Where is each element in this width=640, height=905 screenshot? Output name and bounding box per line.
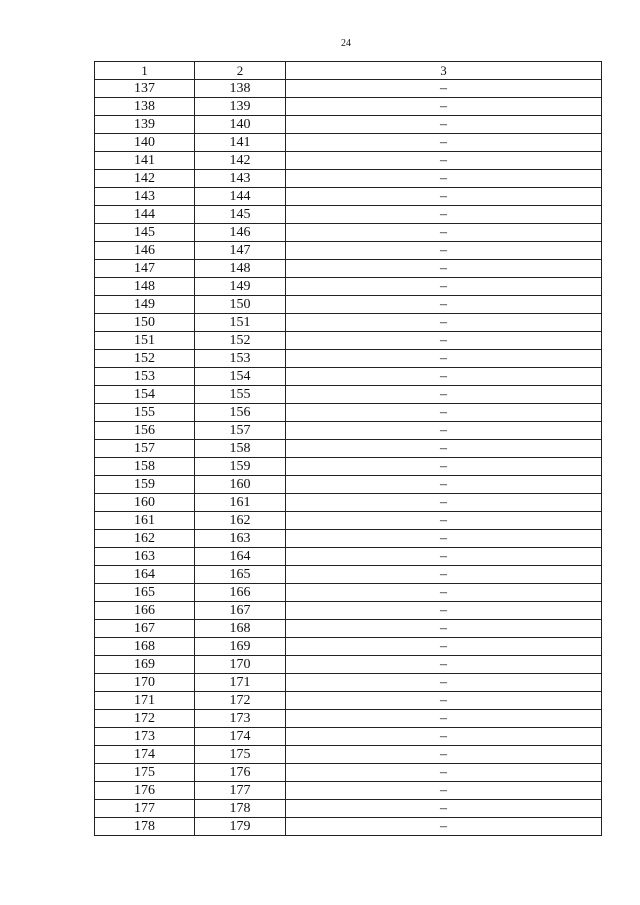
table-cell-col3: – <box>286 818 602 836</box>
table-row <box>95 764 602 782</box>
table-row <box>95 440 602 458</box>
table-cell-col1: 148 <box>95 278 195 296</box>
table-cell-col3: – <box>286 440 602 458</box>
table-cell-col3: – <box>286 782 602 800</box>
table-cell-col3: – <box>286 476 602 494</box>
table-cell-col2: 175 <box>195 746 286 764</box>
table-cell-col3: – <box>286 332 602 350</box>
table-cell-col1: 177 <box>95 800 195 818</box>
table-cell-col3: – <box>286 746 602 764</box>
table-cell-col2: 174 <box>195 728 286 746</box>
table-row <box>95 206 602 224</box>
table-row <box>95 278 602 296</box>
table-cell-col1: 176 <box>95 782 195 800</box>
table-row <box>95 188 602 206</box>
table-row <box>95 800 602 818</box>
table-cell-col1: 169 <box>95 656 195 674</box>
table-cell-col3: – <box>286 494 602 512</box>
table-row <box>95 494 602 512</box>
table-cell-col2: 140 <box>195 116 286 134</box>
table-cell-col1: 146 <box>95 242 195 260</box>
table-cell-col2: 179 <box>195 818 286 836</box>
table-cell-col3: – <box>286 278 602 296</box>
table-cell-col3: – <box>286 728 602 746</box>
table-cell-col3: – <box>286 242 602 260</box>
table-cell-col3: – <box>286 224 602 242</box>
table-cell-col2: 158 <box>195 440 286 458</box>
table-cell-col3: – <box>286 548 602 566</box>
table-cell-col3: – <box>286 512 602 530</box>
data-table <box>94 61 602 836</box>
table-row <box>95 728 602 746</box>
table-cell-col1: 139 <box>95 116 195 134</box>
table-cell-col3: – <box>286 134 602 152</box>
table-row <box>95 314 602 332</box>
table-cell-col2: 148 <box>195 260 286 278</box>
table-cell-col3: – <box>286 170 602 188</box>
table-cell-col1: 156 <box>95 422 195 440</box>
table-row <box>95 170 602 188</box>
table-cell-col3: – <box>286 116 602 134</box>
table-cell-col2: 169 <box>195 638 286 656</box>
table-cell-col2: 177 <box>195 782 286 800</box>
table-cell-col3: – <box>286 692 602 710</box>
table-cell-col1: 171 <box>95 692 195 710</box>
table-cell-col2: 146 <box>195 224 286 242</box>
table-cell-col2: 159 <box>195 458 286 476</box>
table-row <box>95 386 602 404</box>
column-header-2: 2 <box>195 62 286 80</box>
table-cell-col2: 143 <box>195 170 286 188</box>
table-row <box>95 656 602 674</box>
table-cell-col2: 156 <box>195 404 286 422</box>
table-cell-col2: 155 <box>195 386 286 404</box>
table-cell-col2: 160 <box>195 476 286 494</box>
table-cell-col1: 160 <box>95 494 195 512</box>
table-cell-col1: 158 <box>95 458 195 476</box>
table-cell-col1: 152 <box>95 350 195 368</box>
table-row <box>95 116 602 134</box>
table-row <box>95 818 602 836</box>
table-cell-col3: – <box>286 80 602 98</box>
table-cell-col1: 155 <box>95 404 195 422</box>
table-cell-col2: 178 <box>195 800 286 818</box>
table-cell-col3: – <box>286 314 602 332</box>
table-cell-col1: 150 <box>95 314 195 332</box>
table-cell-col2: 139 <box>195 98 286 116</box>
table-cell-col3: – <box>286 638 602 656</box>
table-cell-col3: – <box>286 674 602 692</box>
table-cell-col2: 153 <box>195 350 286 368</box>
table-cell-col2: 176 <box>195 764 286 782</box>
table-cell-col3: – <box>286 98 602 116</box>
table-cell-col3: – <box>286 656 602 674</box>
table-cell-col2: 161 <box>195 494 286 512</box>
table-row <box>95 602 602 620</box>
table-cell-col1: 162 <box>95 530 195 548</box>
column-header-1: 1 <box>95 62 195 80</box>
table-cell-col3: – <box>286 350 602 368</box>
table-cell-col3: – <box>286 422 602 440</box>
table-cell-col2: 138 <box>195 80 286 98</box>
table-cell-col1: 161 <box>95 512 195 530</box>
table-row <box>95 566 602 584</box>
table-row <box>95 134 602 152</box>
table-cell-col2: 151 <box>195 314 286 332</box>
table-cell-col2: 149 <box>195 278 286 296</box>
column-header-3: 3 <box>286 62 602 80</box>
table-cell-col1: 154 <box>95 386 195 404</box>
table-row <box>95 368 602 386</box>
table-row <box>95 350 602 368</box>
table-row <box>95 638 602 656</box>
table-cell-col1: 164 <box>95 566 195 584</box>
table-cell-col2: 164 <box>195 548 286 566</box>
table-cell-col2: 163 <box>195 530 286 548</box>
table-cell-col1: 138 <box>95 98 195 116</box>
table-cell-col1: 166 <box>95 602 195 620</box>
table-cell-col1: 153 <box>95 368 195 386</box>
table-row <box>95 296 602 314</box>
table-cell-col1: 167 <box>95 620 195 638</box>
table-cell-col1: 137 <box>95 80 195 98</box>
table-cell-col1: 178 <box>95 818 195 836</box>
table-cell-col3: – <box>286 620 602 638</box>
table-row <box>95 80 602 98</box>
table-cell-col2: 152 <box>195 332 286 350</box>
table-cell-col1: 144 <box>95 206 195 224</box>
table-cell-col3: – <box>286 260 602 278</box>
table-cell-col1: 157 <box>95 440 195 458</box>
table-row <box>95 548 602 566</box>
table-cell-col3: – <box>286 296 602 314</box>
table-cell-col3: – <box>286 404 602 422</box>
table-cell-col2: 173 <box>195 710 286 728</box>
table-row <box>95 674 602 692</box>
table-cell-col3: – <box>286 368 602 386</box>
table-row <box>95 422 602 440</box>
table-cell-col3: – <box>286 152 602 170</box>
table-cell-col1: 175 <box>95 764 195 782</box>
table-cell-col1: 170 <box>95 674 195 692</box>
table-cell-col2: 168 <box>195 620 286 638</box>
table-row <box>95 224 602 242</box>
table-cell-col3: – <box>286 710 602 728</box>
table-cell-col2: 165 <box>195 566 286 584</box>
table-cell-col1: 172 <box>95 710 195 728</box>
table-row <box>95 242 602 260</box>
table-cell-col3: – <box>286 386 602 404</box>
table-cell-col2: 172 <box>195 692 286 710</box>
table-cell-col3: – <box>286 764 602 782</box>
table-cell-col3: – <box>286 458 602 476</box>
table-cell-col2: 142 <box>195 152 286 170</box>
table-cell-col1: 174 <box>95 746 195 764</box>
table-cell-col1: 149 <box>95 296 195 314</box>
table-body <box>95 62 602 836</box>
table-row <box>95 620 602 638</box>
table-cell-col1: 145 <box>95 224 195 242</box>
table-cell-col1: 142 <box>95 170 195 188</box>
table-cell-col1: 147 <box>95 260 195 278</box>
table-row <box>95 98 602 116</box>
table-cell-col2: 154 <box>195 368 286 386</box>
table-cell-col3: – <box>286 188 602 206</box>
table-cell-col2: 157 <box>195 422 286 440</box>
table-cell-col3: – <box>286 206 602 224</box>
table-cell-col3: – <box>286 530 602 548</box>
table-cell-col2: 167 <box>195 602 286 620</box>
table-cell-col2: 147 <box>195 242 286 260</box>
table-row <box>95 584 602 602</box>
table-row <box>95 476 602 494</box>
table-row <box>95 782 602 800</box>
table-cell-col2: 166 <box>195 584 286 602</box>
page-number: 24 <box>341 38 351 49</box>
table-cell-col1: 163 <box>95 548 195 566</box>
table-header-row <box>95 62 602 80</box>
table-cell-col3: – <box>286 584 602 602</box>
table-cell-col2: 141 <box>195 134 286 152</box>
table-row <box>95 692 602 710</box>
table-cell-col2: 162 <box>195 512 286 530</box>
table-cell-col2: 144 <box>195 188 286 206</box>
table-row <box>95 260 602 278</box>
table-row <box>95 152 602 170</box>
table-cell-col3: – <box>286 602 602 620</box>
table-row <box>95 746 602 764</box>
table-row <box>95 512 602 530</box>
table-row <box>95 710 602 728</box>
table-cell-col3: – <box>286 800 602 818</box>
table-cell-col2: 150 <box>195 296 286 314</box>
table-row <box>95 458 602 476</box>
table-row <box>95 332 602 350</box>
table-cell-col2: 171 <box>195 674 286 692</box>
table-cell-col1: 140 <box>95 134 195 152</box>
table-cell-col3: – <box>286 566 602 584</box>
table-cell-col1: 143 <box>95 188 195 206</box>
table-cell-col1: 173 <box>95 728 195 746</box>
table-row <box>95 530 602 548</box>
table-cell-col1: 159 <box>95 476 195 494</box>
table-row <box>95 404 602 422</box>
table-cell-col2: 145 <box>195 206 286 224</box>
table-cell-col2: 170 <box>195 656 286 674</box>
table-cell-col1: 165 <box>95 584 195 602</box>
table-cell-col1: 151 <box>95 332 195 350</box>
table-cell-col1: 141 <box>95 152 195 170</box>
table-cell-col1: 168 <box>95 638 195 656</box>
